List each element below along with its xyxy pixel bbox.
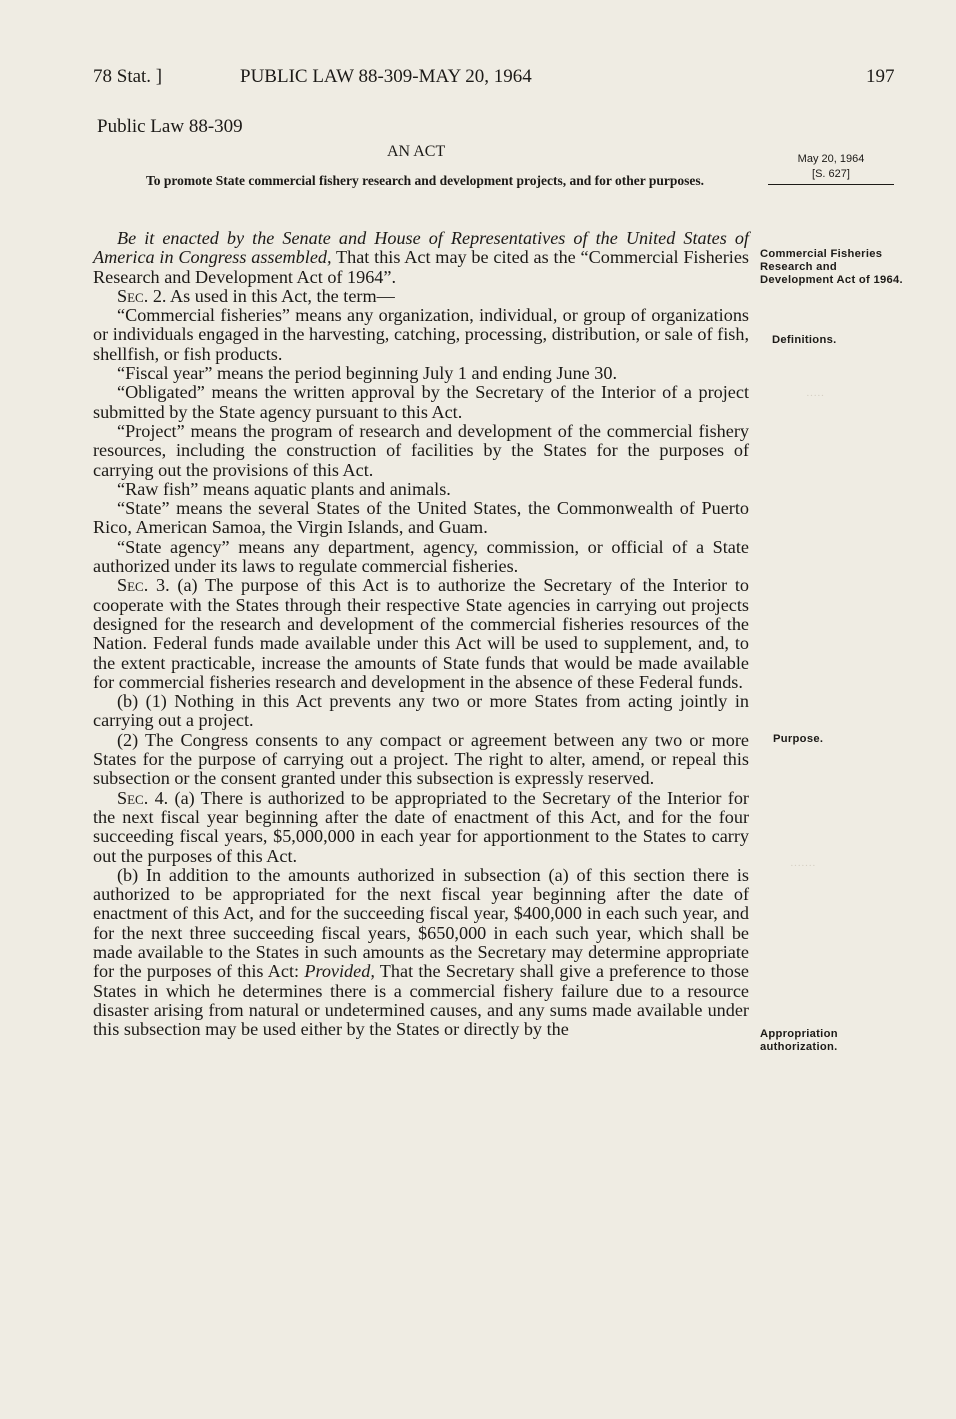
act-body [93, 229, 749, 1039]
enacting-paragraph [93, 229, 749, 287]
act-long-title: To promote State commercial fishery research and development projects, and for other purposes. [146, 173, 704, 188]
definition-state: “State” means the several States of the United States, the Commonwealth of Puerto Rico, American Samoa, the Virgin Islands, and Guam. [93, 498, 749, 538]
header-title: PUBLIC LAW 88-309-MAY 20, 1964 [240, 66, 532, 87]
enactment-date: May 20, 1964 [797, 153, 865, 165]
definition-fiscal-year: “Fiscal year” means the period beginning July 1 and ending June 30. [117, 363, 618, 384]
page-number: 197 [866, 66, 895, 87]
definition-project: “Project” means the program of research and development of the commercial fishery resources, including the construction of facilities by the States for the purposes of carrying out the provisions of this Act. [93, 420, 749, 480]
margin-note-short-title: Commercial Fisheries Research and Development Act of 1964. [760, 248, 903, 286]
section-label: Sec. 4. [117, 787, 169, 808]
section-label: Sec. 3. [117, 575, 170, 596]
section-4b: (b) In addition to the amounts authorized in subsection (a) of this section there is authorized to be appropriated for the next fiscal year beginning after the date of enactment of this Act, and for the succeeding fiscal year, $400,000 in each such year, and for the next three succeeding fiscal years, $650,000 in each such year, which shall be made available to the States in such amounts as the Secretary may determine appropriate for the purposes of this Act: Provided, That the Secretary shall give a preference to those States in which he determines there is a commercial fishery failure due to a resource disaster arising from natural or undetermined causes, and any sums made available under this subsection may be used either by the States or directly by the [93, 864, 749, 1040]
bleed-through-mark: ····· [806, 390, 825, 402]
public-law-number: Public Law 88-309 [97, 116, 243, 137]
an-act-heading: AN ACT [387, 143, 446, 160]
margin-note-definitions: Definitions. [772, 334, 837, 346]
definition-commercial-fisheries: “Commercial fisheries” means any organization, individual, or group of organizations or individuals engaged in the harvesting, catching, processing, distribution, or sale of fish, shellfish, or fish products. [93, 305, 749, 364]
header-stat-reference: 78 Stat. ] [93, 66, 163, 87]
definition-state-agency: “State agency” means any department, agency, commission, or official of a State authorized under its laws to regulate commercial fisheries. [93, 536, 749, 577]
bill-number: [S. 627] [812, 168, 850, 180]
margin-note-purpose: Purpose. [773, 733, 824, 745]
definition-raw-fish: “Raw fish” means aquatic plants and animals. [117, 478, 451, 499]
short-title-text: That this Act may be cited as the “Commercial Fisheries Research and Development Act of 1964”. [93, 247, 749, 287]
provided-proviso: Provided, [304, 961, 375, 982]
section-3b2: (2) The Congress consents to any compact or agreement between any two or more States for the purpose of carrying out a project. The right to alter, amend, or repeal this subsection or the consent granted under this subsection is expressly reserved. [93, 729, 749, 789]
enacting-clause: Be it enacted by the Senate and House of Representatives of the United States of America in Congress assembled, [93, 228, 749, 268]
section-3b1: (b) (1) Nothing in this Act prevents any two or more States from acting jointly in carrying out a project. [93, 691, 749, 731]
section-2-intro: Sec. 2. As used in this Act, the term— [117, 285, 395, 306]
bleed-through-mark: ······· [790, 860, 816, 872]
section-label: Sec. 2. [117, 285, 167, 306]
section-3a: Sec. 3. (a) The purpose of this Act is to authorize the Secretary of the Interior to cooperate with the States through their respective State agencies in carrying out projects designed for the research and development of the commercial fisheries resources of the Nation. Federal funds made available under this Act will be used to supplement, and, to the extent practicable, increase the amounts of State funds that would be made available for commercial fisheries research and development in the absence of these Federal funds. [93, 575, 749, 692]
enactment-date-box [768, 152, 894, 185]
definition-obligated: “Obligated” means the written approval by the Secretary of the Interior of a project submitted by the State agency pursuant to this Act. [93, 382, 749, 422]
section-4a: Sec. 4. (a) There is authorized to be appropriated to the Secretary of the Interior for the next fiscal year beginning after the date of enactment of this Act, and for the four succeeding fiscal years, $5,000,000 in each year for apportionment to the States to carry out the purposes of this Act. [93, 787, 749, 866]
margin-note-appropriation: Appropriation authorization. [760, 1028, 838, 1053]
